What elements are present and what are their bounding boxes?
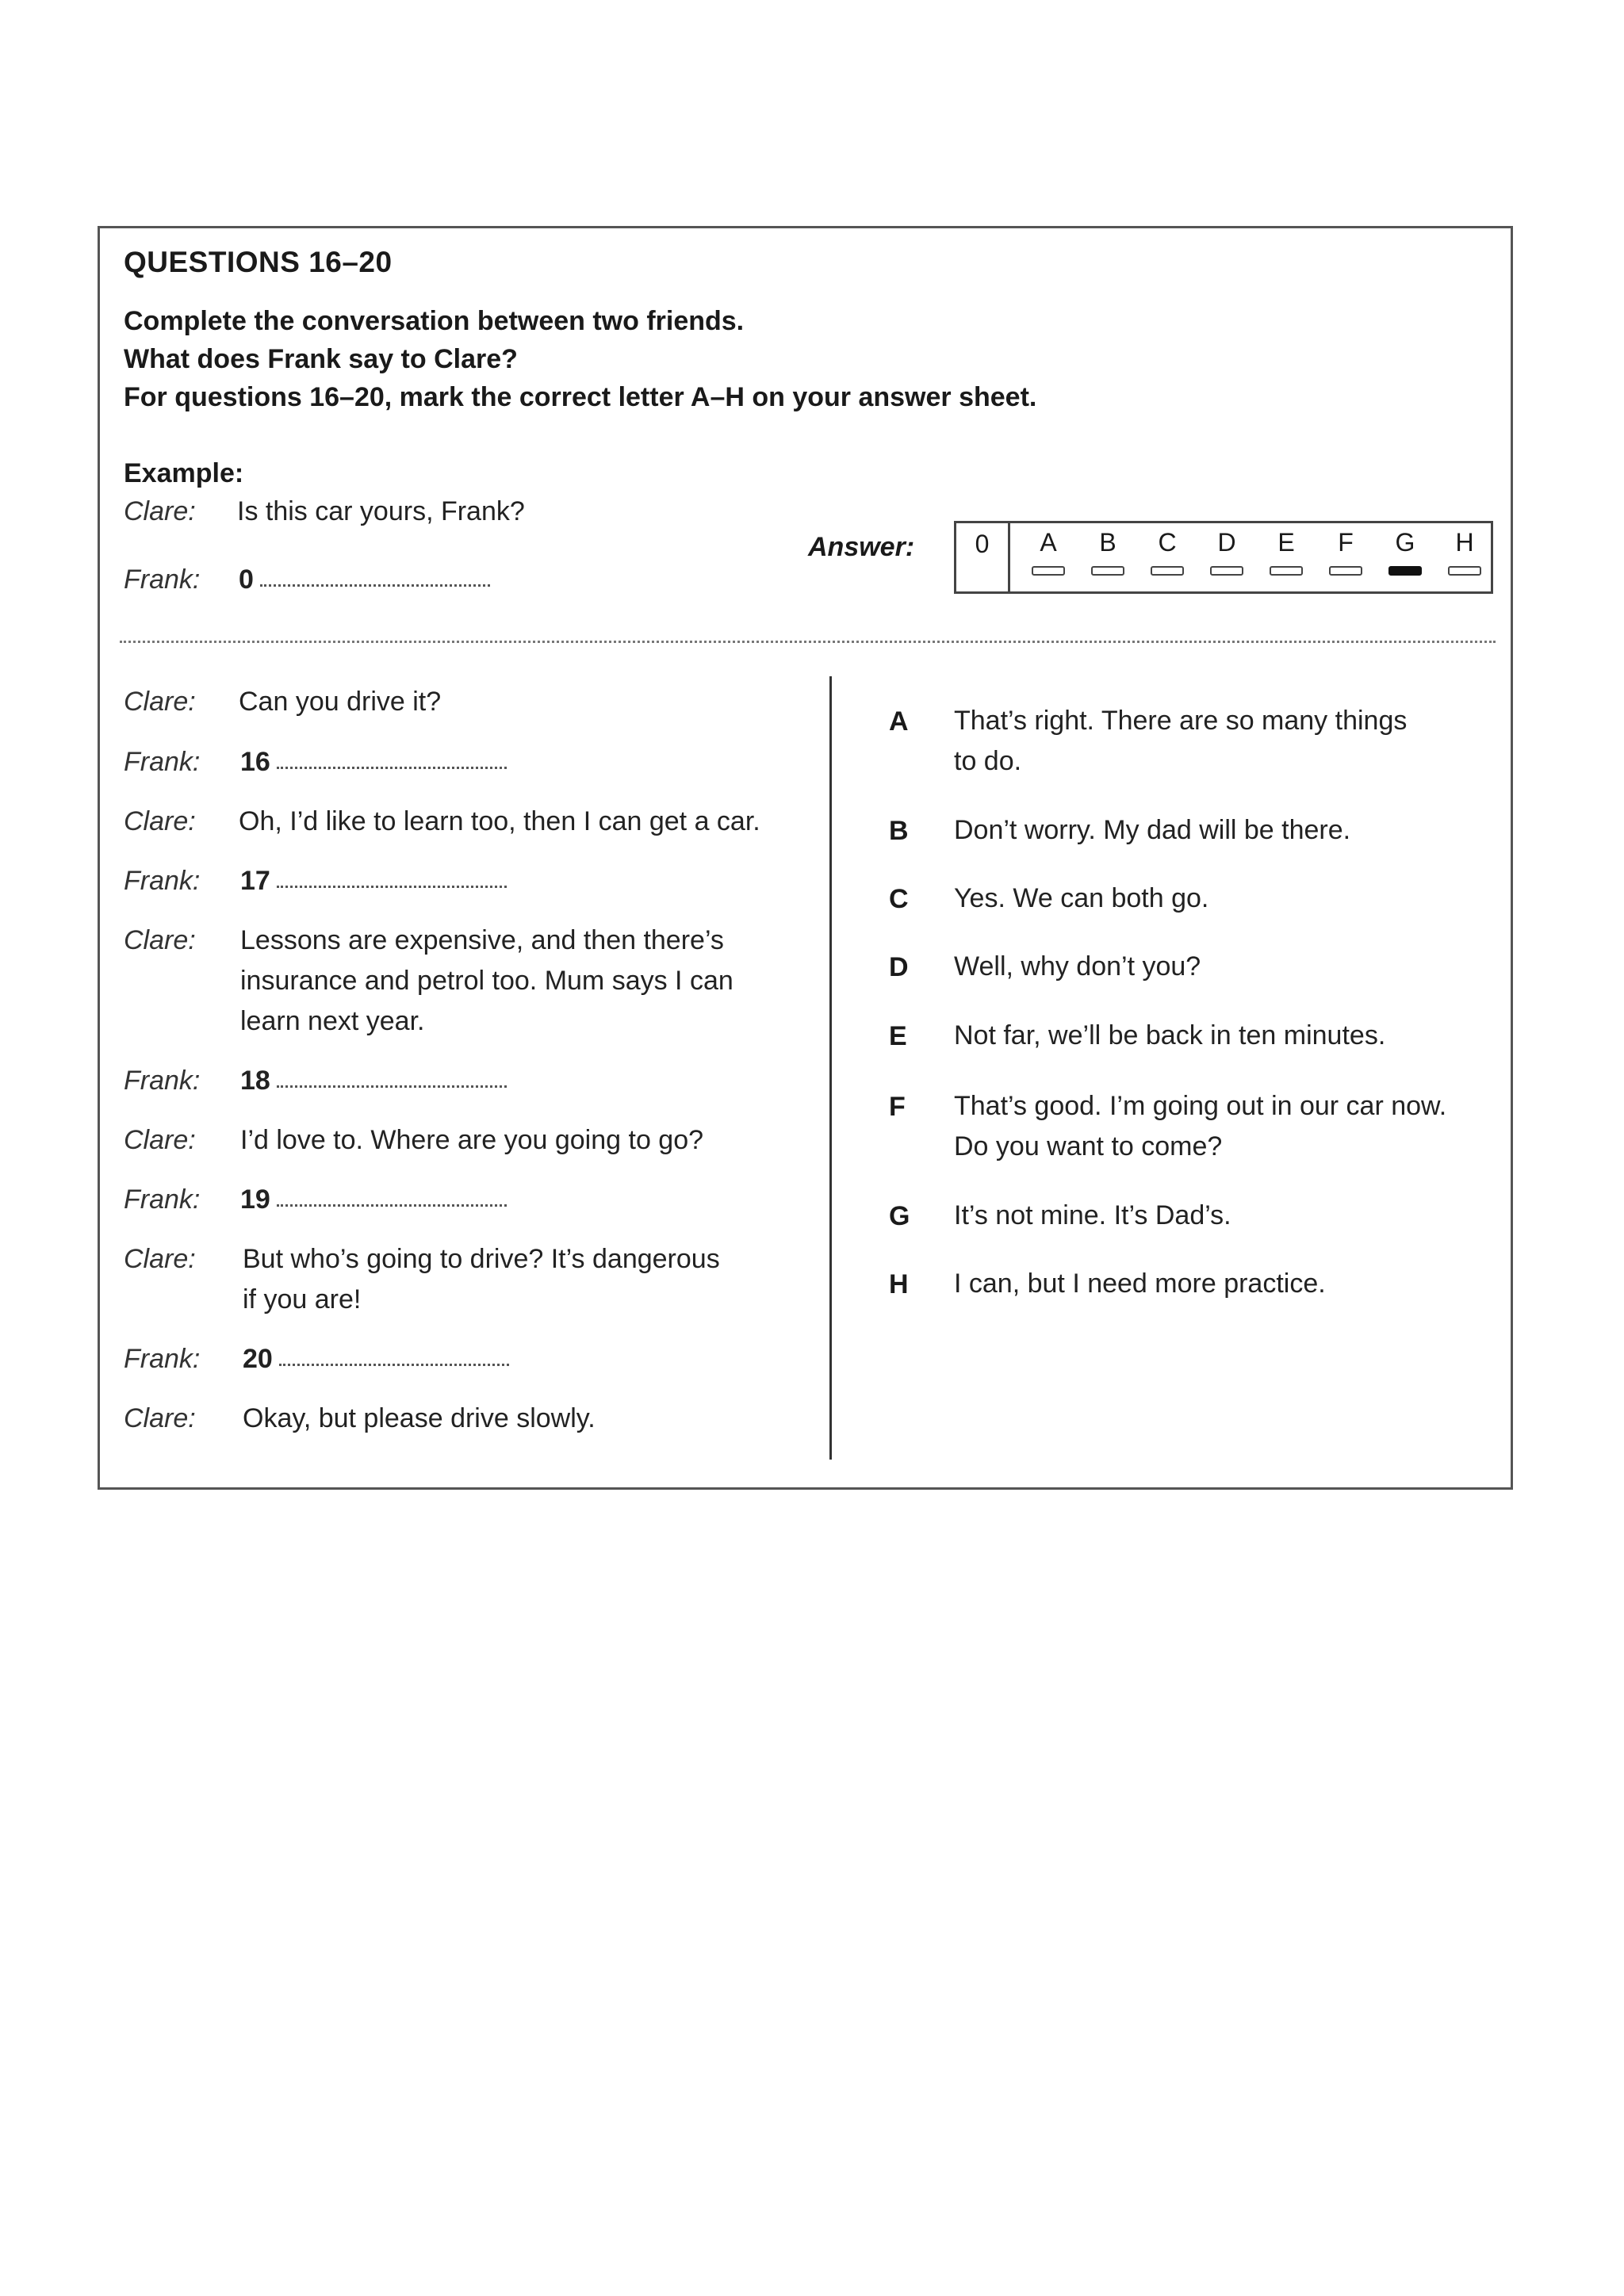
option-letter-h: H	[889, 1269, 909, 1299]
frank-answer-18	[240, 1066, 507, 1096]
instruction-line-2: What does Frank say to Clare?	[124, 344, 518, 374]
speaker-clare: Clare:	[124, 806, 196, 836]
speaker-frank: Frank:	[124, 1066, 201, 1096]
answer-bubble-c	[1151, 566, 1184, 576]
speaker-clare: Clare:	[124, 1244, 196, 1274]
speaker-frank: Frank:	[124, 747, 201, 777]
question-number: 16	[240, 747, 270, 777]
answer-blank	[277, 886, 507, 888]
frank-answer-17	[240, 866, 507, 897]
instruction-line-3: For questions 16–20, mark the correct letter A–H on your answer sheet.	[124, 382, 1037, 412]
answer-letter-g: G	[1395, 528, 1415, 557]
answer-blank	[277, 767, 507, 769]
option-letter-f: F	[889, 1092, 906, 1122]
answer-blank	[279, 1364, 509, 1366]
frank-answer-16	[240, 747, 507, 778]
answer-bubble-h	[1448, 566, 1481, 576]
option-text-d: Well, why don’t you?	[954, 951, 1201, 982]
answer-grid	[954, 521, 1493, 594]
answer-blank	[260, 584, 490, 587]
clare-line: Can you drive it?	[239, 687, 442, 717]
option-text-b: Don’t worry. My dad will be there.	[954, 815, 1351, 845]
clare-line: I’d love to. Where are you going to go?	[240, 1125, 704, 1155]
question-number: 20	[243, 1344, 273, 1374]
answer-bubble-e	[1270, 566, 1303, 576]
clare-line: if you are!	[243, 1284, 362, 1314]
answer-blank	[277, 1204, 507, 1207]
instruction-line-1: Complete the conversation between two friends.	[124, 306, 745, 336]
clare-line: Okay, but please drive slowly.	[243, 1403, 596, 1433]
question-number: 18	[240, 1066, 270, 1096]
example-clare-speaker: Clare:	[124, 496, 196, 526]
answer-letter-e: E	[1277, 528, 1295, 557]
answer-bubble-b	[1091, 566, 1124, 576]
option-text-e: Not far, we’ll be back in ten minutes.	[954, 1020, 1386, 1050]
answer-letter-f: F	[1338, 528, 1354, 557]
clare-line: insurance and petrol too. Mum says I can	[240, 966, 733, 996]
dotted-separator	[120, 641, 1496, 643]
clare-line: learn next year.	[240, 1006, 425, 1036]
question-number: 17	[240, 866, 270, 896]
example-frank-speaker: Frank:	[124, 564, 201, 595]
answer-letter-a: A	[1040, 528, 1057, 557]
frank-answer-20	[243, 1344, 509, 1375]
answer-letter-d: D	[1217, 528, 1236, 557]
frank-answer-19	[240, 1184, 507, 1215]
answer-bubble-g-selected	[1388, 566, 1422, 576]
option-letter-a: A	[889, 706, 909, 737]
option-letter-c: C	[889, 884, 909, 914]
speaker-clare: Clare:	[124, 687, 196, 717]
answer-bubble-d	[1210, 566, 1243, 576]
speaker-clare: Clare:	[124, 925, 196, 955]
answer-bubble-f	[1329, 566, 1362, 576]
question-number: 19	[240, 1184, 270, 1215]
answer-letter-c: C	[1158, 528, 1177, 557]
clare-line: Lessons are expensive, and then there’s	[240, 925, 724, 955]
option-text-h: I can, but I need more practice.	[954, 1269, 1326, 1299]
option-text-a: That’s right. There are so many things to do.	[954, 706, 1408, 776]
example-number: 0	[239, 564, 254, 595]
answer-label: Answer:	[808, 532, 915, 562]
answer-bubble-a	[1032, 566, 1065, 576]
option-letter-e: E	[889, 1021, 907, 1051]
option-letter-d: D	[889, 952, 909, 982]
example-label: Example:	[124, 458, 244, 488]
option-letter-g: G	[889, 1201, 910, 1231]
speaker-clare: Clare:	[124, 1125, 196, 1155]
clare-line: But who’s going to drive? It’s dangerous	[243, 1244, 720, 1274]
question-panel	[98, 226, 1513, 1490]
section-title: QUESTIONS 16–20	[124, 246, 393, 278]
option-text-g: It’s not mine. It’s Dad’s.	[954, 1200, 1231, 1230]
speaker-clare: Clare:	[124, 1403, 196, 1433]
column-divider	[829, 676, 832, 1460]
speaker-frank: Frank:	[124, 1344, 201, 1374]
example-frank-answer	[239, 564, 490, 595]
option-text-c: Yes. We can both go.	[954, 883, 1209, 913]
speaker-frank: Frank:	[124, 1184, 201, 1215]
example-clare-line: Is this car yours, Frank?	[237, 496, 525, 526]
answer-zero: 0	[956, 523, 1010, 591]
answer-blank	[277, 1085, 507, 1088]
answer-letter-h: H	[1455, 528, 1474, 557]
speaker-frank: Frank:	[124, 866, 201, 896]
answer-letter-b: B	[1099, 528, 1116, 557]
clare-line: Oh, I’d like to learn too, then I can get a car.	[239, 806, 760, 836]
option-text-f: That’s good. I’m going out in our car now. Do you want to come?	[954, 1091, 1447, 1161]
option-letter-b: B	[889, 816, 909, 846]
